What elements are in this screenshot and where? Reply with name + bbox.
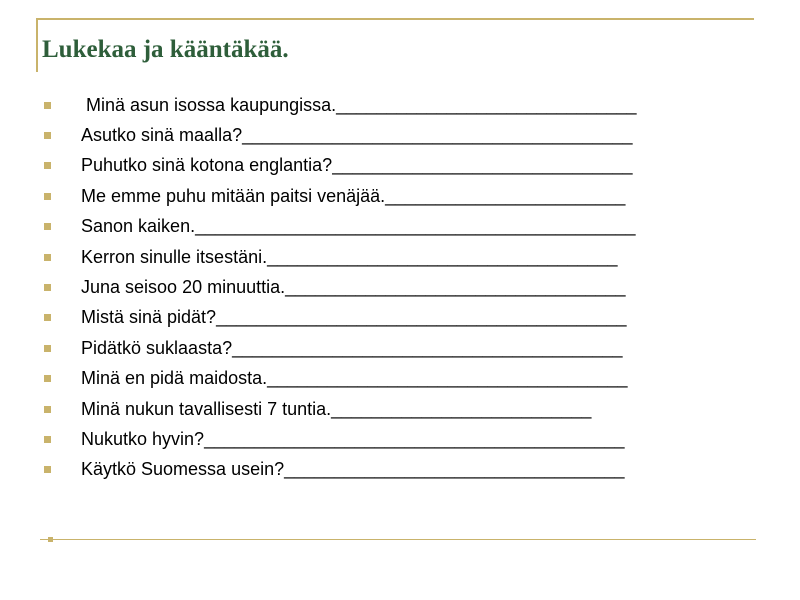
square-bullet-icon <box>44 193 51 200</box>
list-item <box>44 272 636 302</box>
sentence-text: Puhutko sinä kotona englantia?______________________________ <box>81 155 633 176</box>
square-bullet-icon <box>44 314 51 321</box>
sentence-text: Kerron sinulle itsestäni.___________________________________ <box>81 246 618 267</box>
divider-marker <box>48 537 53 542</box>
square-bullet-icon <box>44 284 51 291</box>
list-item <box>44 90 636 120</box>
square-bullet-icon <box>44 466 51 473</box>
list-item <box>44 424 636 454</box>
sentence-text: Juna seisoo 20 minuuttia.__________________________________ <box>81 277 626 298</box>
square-bullet-icon <box>44 436 51 443</box>
sentence-text: Minä asun isossa kaupungissa.______________________________ <box>81 94 637 115</box>
square-bullet-icon <box>44 406 51 413</box>
list-item <box>44 181 636 211</box>
sentence-text: Me emme puhu mitään paitsi venäjää.________________________ <box>81 185 626 206</box>
sentence-list <box>44 90 636 485</box>
sentence-text: Käytkö Suomessa usein?__________________________________ <box>81 459 625 480</box>
sentence-text: Sanon kaiken.____________________________________________ <box>81 216 636 237</box>
list-item <box>44 303 636 333</box>
list-item <box>44 455 636 485</box>
sentence-text: Mistä sinä pidät?_________________________________________ <box>81 307 627 328</box>
list-item <box>44 333 636 363</box>
square-bullet-icon <box>44 375 51 382</box>
slide-title: Lukekaa ja kääntäkää. <box>42 36 289 63</box>
list-item <box>44 394 636 424</box>
square-bullet-icon <box>44 254 51 261</box>
list-item <box>44 242 636 272</box>
square-bullet-icon <box>44 345 51 352</box>
left-divider <box>36 18 38 72</box>
list-item <box>44 120 636 150</box>
square-bullet-icon <box>44 132 51 139</box>
top-divider <box>36 18 754 20</box>
sentence-text: Pidätkö suklaasta?_______________________________________ <box>81 337 623 358</box>
sentence-text: Asutko sinä maalla?_______________________________________ <box>81 125 633 146</box>
list-item <box>44 151 636 181</box>
list-item <box>44 364 636 394</box>
square-bullet-icon <box>44 162 51 169</box>
sentence-text: Nukutko hyvin?__________________________________________ <box>81 428 625 449</box>
list-item <box>44 212 636 242</box>
square-bullet-icon <box>44 223 51 230</box>
sentence-text: Minä nukun tavallisesti 7 tuntia.__________________________ <box>81 398 592 419</box>
sentence-text: Minä en pidä maidosta.____________________________________ <box>81 368 628 389</box>
square-bullet-icon <box>44 102 51 109</box>
bottom-divider <box>40 539 756 540</box>
